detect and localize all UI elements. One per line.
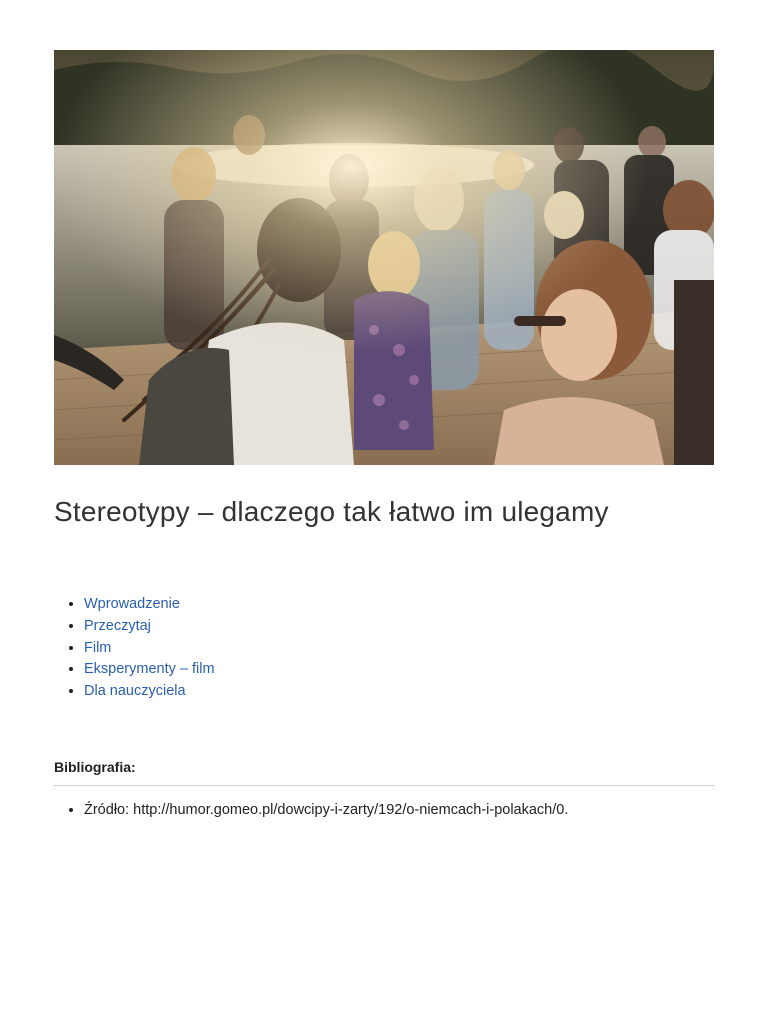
hero-photo: [54, 50, 714, 465]
page-title: Stereotypy – dlaczego tak łatwo im ulegamy: [54, 496, 609, 527]
bibliography-heading: Bibliografia:: [54, 759, 136, 775]
toc-link-film[interactable]: Film: [84, 639, 112, 656]
toc-link-przeczytaj[interactable]: Przeczytaj: [84, 617, 151, 634]
toc-item-wprowadzenie: [84, 594, 215, 616]
toc-item-dla-nauczyciela: [84, 681, 215, 703]
toc-link-wprowadzenie[interactable]: Wprowadzenie: [84, 596, 180, 612]
toc-item-przeczytaj: [84, 616, 215, 638]
hero-photo-illustration: [54, 50, 714, 465]
toc-link-eksperymenty-film[interactable]: Eksperymenty – film: [84, 661, 215, 678]
bibliography-divider: [54, 785, 714, 786]
bibliography-list: [54, 800, 568, 821]
toc-item-film: [84, 638, 215, 660]
bibliography-item: • Źródło: http://humor.gomeo.pl/dowcipy-i-zarty/192/o-niemcach-i-polakach/0.: [84, 800, 568, 821]
toc-link-dla-nauczyciela[interactable]: Dla nauczyciela: [84, 683, 186, 700]
toc-item-eksperymenty-film: [84, 659, 215, 681]
table-of-contents: [54, 594, 215, 703]
